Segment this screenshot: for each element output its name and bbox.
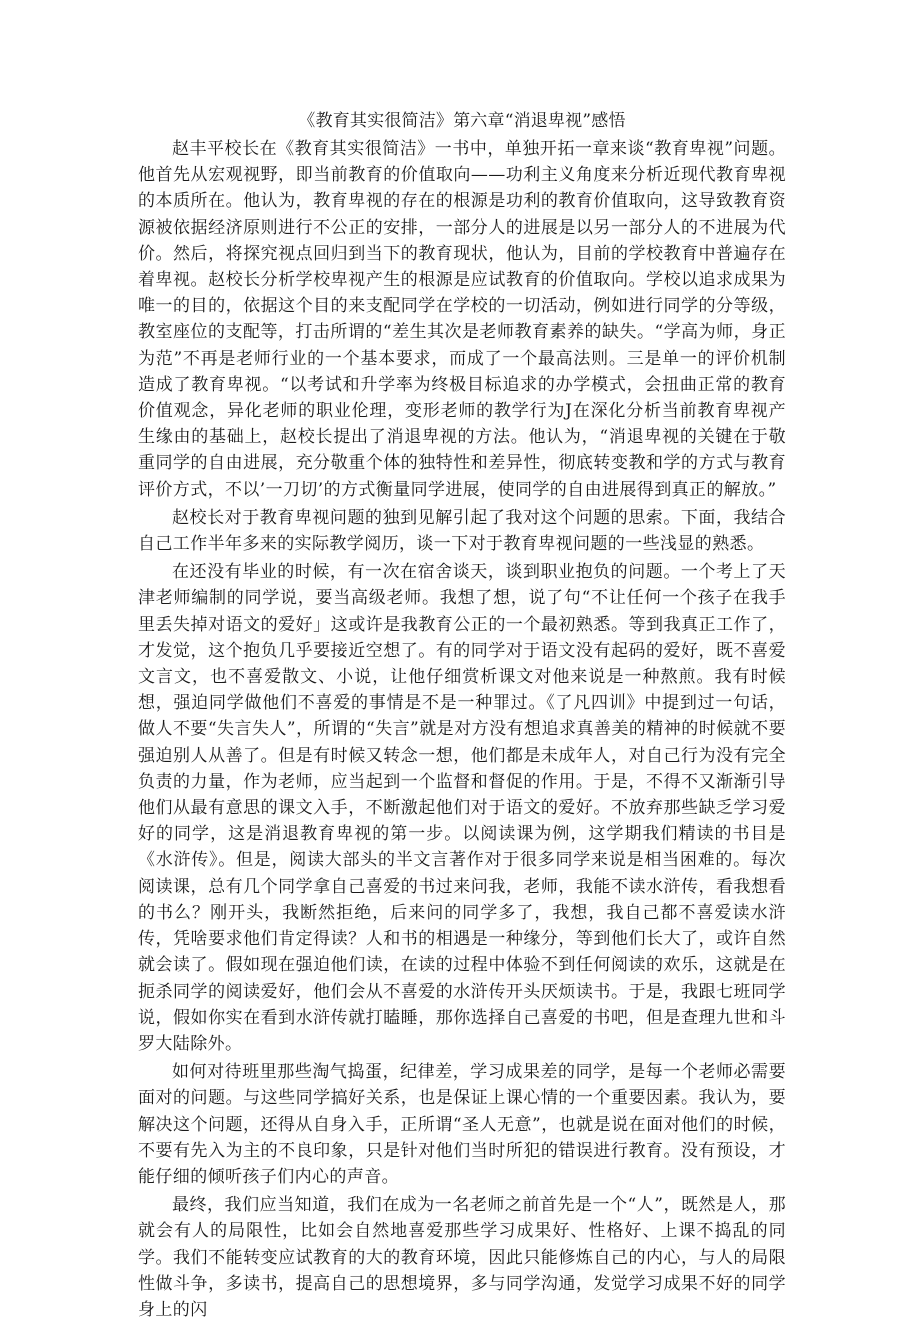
paragraph-conclusion: 最终，我们应当知道，我们在成为一名老师之前首先是一个“人”，既然是人，那就会有人的局限性，比如会自然地喜爱那些学习成果好、性格好、上课不捣乱的同学。我们不能转变应试教育的大的教育环境，因此只能修炼自己的内心，与人的局限性做斗争，多读书，提高自己的思想境界，多与同学沟通，发觉学习成果不好的同学身上的闪 bbox=[138, 1195, 786, 1320]
paragraph-reflection-intro: 赵校长对于教育卑视问题的独到见解引起了我对这个问题的思索。下面，我结合自己工作半年多来的实际教学阅历，谈一下对于教育卑视问题的一些浅显的熟悉。 bbox=[138, 507, 786, 555]
paragraph-summary: 赵丰平校长在《教育其实很简洁》一书中，单独开拓一章来谈“教育卑视”问题。他首先从宏观视野，即当前教育的价值取向——功利主义角度来分析近现代教育卑视的本质所在。他认为，教育卑视的存在的根源是功利的教育价值取向，这导致教育资源被依据经济原则进行不公正的安排，一部分人的进展是以另一部分人的不进展为代价。然后，将探究视点回归到当下的教育现状，他认为，目前的学校教育中普遍存在着卑视。赵校长分析学校卑视产生的根源是应试教育的价值取向。学校以追求成果为唯一的目的，依据这个目的来支配同学在学校的一切活动，例如进行同学的分等级，教室座位的支配等，打击所谓的“差生其次是老师教育素养的缺失。“学高为师，身正为范”不再是老师行业的一个基本要求，而成了一个最高法则。三是单一的评价机制造成了教育卑视。“以考试和升学率为终极目标追求的办学模式，会扭曲正常的教育价值观念，异化老师的职业伦理，变形老师的教学行为J在深化分析当前教育卑视产生缘由的基础上，赵校长提出了消退卑视的方法。他认为，“消退卑视的关键在于敬重同学的自由进展，充分敬重个体的独特性和差异性，彻底转变教和学的方式与教育评价方式，不以’一刀切’的方式衡量同学进展，使同学的自由进展得到真正的解放。” bbox=[138, 139, 786, 500]
document-title: 《教育其实很简洁》第六章“消退卑视”感悟 bbox=[298, 111, 626, 131]
paragraph-difficult-students: 如何对待班里那些淘气捣蛋，纪律差，学习成果差的同学，是每一个老师必需要面对的问题。与这些同学搞好关系，也是保证上课心情的一个重要因素。我认为，要解决这个问题，还得从自身入手，正所谓“圣人无意”，也就是说在面对他们的时候，不要有先入为主的不良印象，只是针对他们当时所犯的错误进行教育。没有预设，才能仔细的倾听孩子们内心的声音。 bbox=[138, 1062, 786, 1187]
document-page bbox=[138, 108, 786, 1325]
paragraph-reading-experience: 在还没有毕业的时候，有一次在宿舍谈天，谈到职业抱负的问题。一个考上了天津老师编制的同学说，要当高级老师。我想了想，说了句“不让任何一个孩子在我手里丢失掉对语文的爱好」这或许是我教育公正的一个最初熟悉。等到我真正工作了，才发觉，这个抱负几乎要接近空想了。有的同学对于语文没有起码的爱好，既不喜爱文言文，也不喜爱散文、小说，让他仔细赏析课文对他来说是一种熬煎。我有时候想，强迫同学做他们不喜爱的事情是不是一种罪过。《了凡四训》中提到过一句话，做人不要“失言失人”，所谓的“失言”就是对方没有想追求真善美的精神的时候就不要强迫别人从善了。但是有时候又转念一想，他们都是未成年人，对自己行为没有完全负责的力量，作为老师，应当起到一个监督和督促的作用。于是，不得不又渐渐引导他们从最有意思的课文入手，不断激起他们对于语文的爱好。不放弃那些缺乏学习爱好的同学，这是消退教育卑视的第一步。以阅读课为例，这学期我们精读的书目是《水浒传》。但是，阅读大部头的半文言著作对于很多同学来说是相当困难的。每次阅读课，总有几个同学拿自己喜爱的书过来问我，老师，我能不读水浒传，看我想看的书么？刚开头，我断然拒绝，后来问的同学多了，我想，我自己都不喜爱读水浒传，凭啥要求他们肯定得读？人和书的相遇是一种缘分，等到他们长大了，或许自然就会读了。假如现在强迫他们读，在读的过程中体验不到任何阅读的欢乐，这就是在扼杀同学的阅读爱好，他们会从不喜爱的水浒传开头厌烦读书。于是，我跟七班同学说，假如你实在看到水浒传就打瞌睡，那你选择自己喜爱的书吧，但是查理九世和斗罗大陆除外。 bbox=[138, 562, 786, 1054]
